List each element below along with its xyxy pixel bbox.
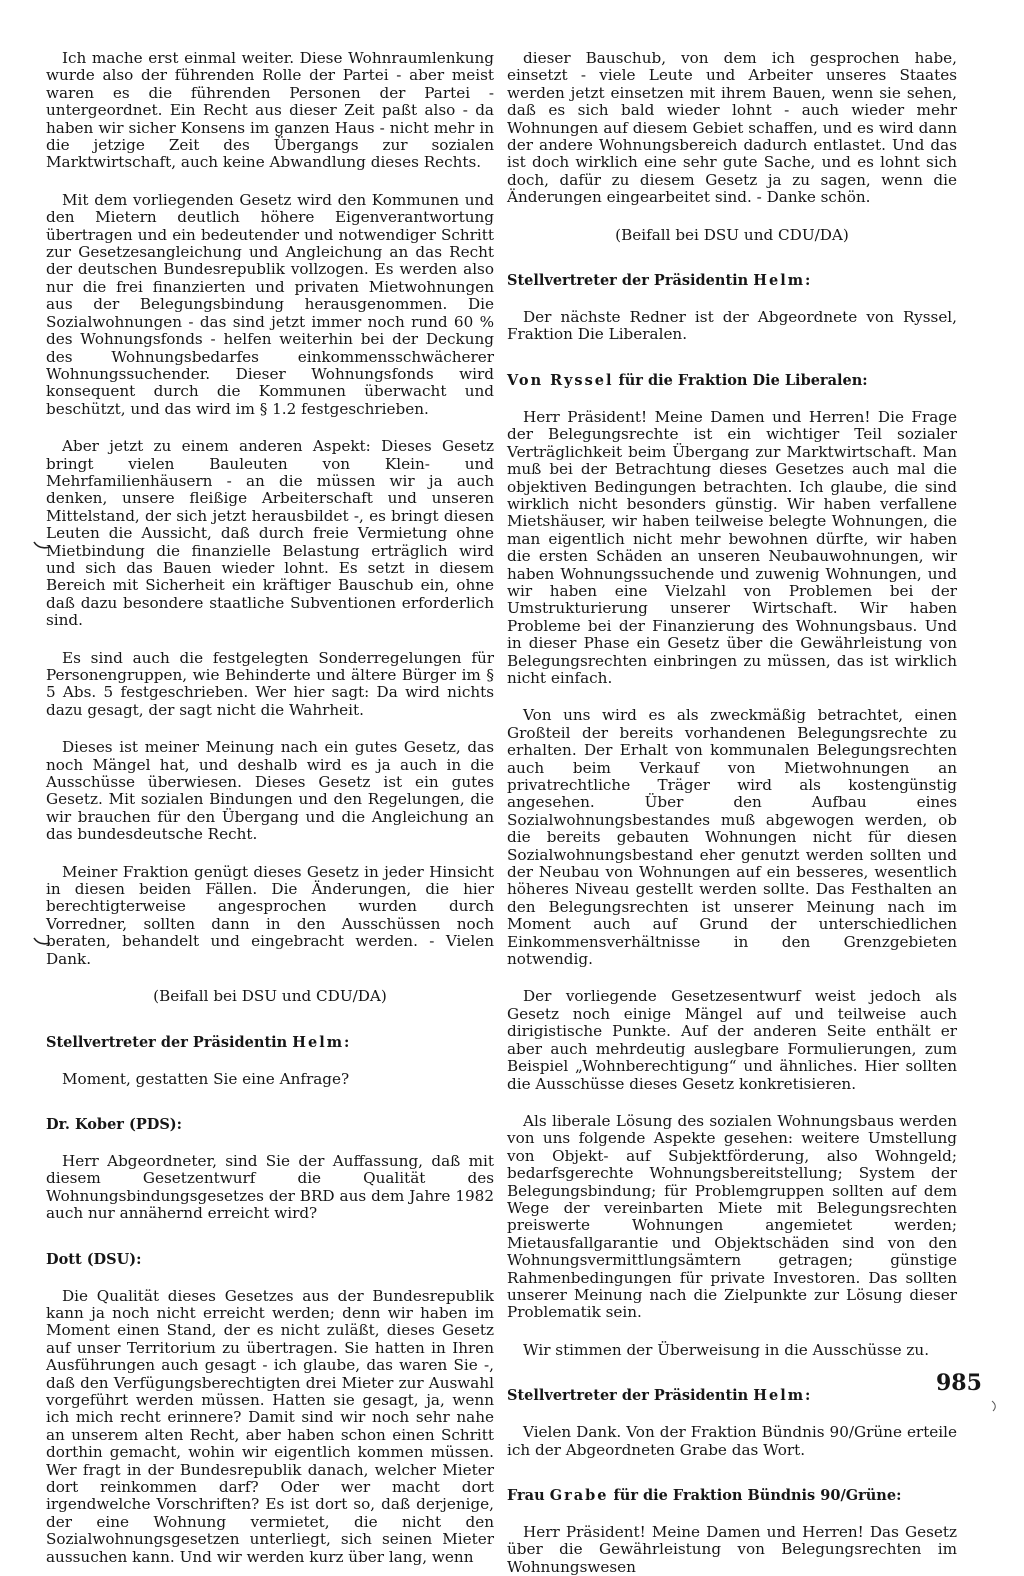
applause-note: (Beifall bei DSU und CDU/DA) (615, 225, 849, 244)
paragraph: Mit dem vorliegenden Gesetz wird den Kommunen und den Mietern deutlich höhere Eigenverantwortung übertragen und ein bedeutender und notwendiger Schritt zur Gesetzesangleichung und Angleichung an das Recht der deutschen Bundesrepublik vollzogen. Es werden also nur die frei finanzierten und privaten Mietwohnungen aus der Belegungsbindung herausgenommen. Die Sozialwohnungen - das sind jetzt immer noch rund 60 % des Wohnungsfonds - helfen weiterhin bei der Deckung des Wohnungsbedarfes einkommensschwächerer Wohnungssuchender. Dieser Wohnungsfonds wird konsequent durch die Kommunen überwacht und beschützt, und das wird im § 1.2 festgeschrieben. (46, 190, 494, 418)
paragraph: Herr Präsident! Meine Damen und Herren! Das Gesetz über die Gewährleistung von Belegungsrechten im Wohnungswesen (507, 1523, 957, 1576)
paragraph: Meiner Fraktion genügt dieses Gesetz in jeder Hinsicht in diesen beiden Fällen. Die Änderungen, die hier berechtigterweise angesprochen wurden durch Vorredner, sollten dann in den Ausschüssen noch beraten, behandelt und eingebracht werden. - Vielen Dank. (46, 862, 494, 968)
binding-hole-mark (33, 936, 51, 946)
paragraph: Vielen Dank. Von der Fraktion Bündnis 90/Grüne erteile ich der Abgeordneten Grabe das Wort. (507, 1423, 957, 1459)
binding-hole-mark (33, 540, 51, 550)
paragraph: Der vorliegende Gesetzesentwurf weist jedoch als Gesetz noch einige Mängel auf und teilweise auch dirigistische Punkte. Auf der anderen Seite enthält er aber auch mehrdeutig auslegbare Formulierungen, zum Beispiel „Wohnberechtigung“ und ähnliches. Hier sollten die Ausschüsse dieses Gesetz konkretisieren. (507, 987, 957, 1093)
paragraph: Herr Abgeordneter, sind Sie der Auffassung, daß mit diesem Gesetzentwurf die Qualität des Wohnungsbindungsgesetzes der BRD aus dem Jahre 1982 auch nur annähernd erreicht wird? (46, 1151, 494, 1223)
paragraph: Aber jetzt zu einem anderen Aspekt: Dieses Gesetz bringt vielen Bauleuten von Klein- und Mehrfamilienhäusern - an die müssen wir ja auch denken, unsere fleißige Arbeiterschaft und unseren Mittelstand, der sich jetzt herausbildet -, es bringt diesen Leuten die Aussicht, daß durch freie Vermietung ohne Mietbindung die finanzielle Belastung erträglich wird und sich das Bauen wieder lohnt. Es setzt in diesem Bereich mit Sicherheit ein kräftiger Bauschub ein, ohne daß dazu besondere staatliche Subventionen erforderlich sind. (46, 437, 494, 630)
speaker-heading (507, 272, 957, 289)
speaker-name: Helm: (292, 1033, 352, 1051)
speaker-name: Von Ryssel (507, 371, 614, 389)
paragraph: dieser Bauschub, von dem ich gesprochen habe, einsetzt - viele Leute und Arbeiter unseres Staates werden jetzt einsetzen mit ihrem Bauen, wenn sie sehen, daß es sich bald wieder lohnt - auch wieder mehr Wohnungen auf diesem Gebiet schaffen, und es wird dann der andere Wohnungsbereich dadurch entlastet. Und das ist doch wirklich eine sehr gute Sache, und es lohnt sich doch, dafür zu diesem Gesetz ja zu sagen, wenn die Änderungen eingearbeitet sind. - Danke schön. (507, 49, 957, 207)
paragraph: Der nächste Redner ist der Abgeordnete von Ryssel, Fraktion Die Liberalen. (507, 308, 957, 344)
paragraph: Ich mache erst einmal weiter. Diese Wohnraumlenkung wurde also der führenden Rolle der Partei - aber meist waren es die führenden Personen der Partei - untergeordnet. Ein Recht aus dieser Zeit paßt also - da haben wir sicher Konsens im ganzen Haus - nicht mehr in die jetzige Zeit des Übergangs zur sozialen Marktwirtschaft, auch keine Abwandlung dieses Rechts. (46, 49, 494, 172)
speaker-heading (507, 1387, 957, 1404)
paragraph: Dieses ist meiner Meinung nach ein gutes Gesetz, das noch Mängel hat, und deshalb wird es ja auch in die Ausschüsse überwiesen. Dieses Gesetz ist ein gutes Gesetz. Mit sozialen Bindungen und den Regelungen, die wir brauchen für den Übergang und die Angleichung an das bundesdeutsche Recht. (46, 738, 494, 844)
speaker-role: Stellvertreter der Präsidentin (507, 1387, 749, 1405)
paragraph: Wir stimmen der Überweisung in die Ausschüsse zu. (523, 1340, 930, 1359)
speaker-role: Stellvertreter der Präsidentin (46, 1033, 288, 1051)
corner-mark (990, 1400, 1000, 1412)
speaker-name: Helm: (753, 1387, 813, 1405)
speaker-prefix: Frau (507, 1487, 545, 1504)
paragraph: Von uns wird es als zweckmäßig betrachtet, einen Großteil der bereits vorhandenen Belegungsrechte zu erhalten. Der Erhalt von kommunalen Belegungsrechten auch beim Verkauf von Mietwohnungen an privatrechtliche Träger wird als kostengünstig angesehen. Über den Aufbau eines Sozialwohnungsbestandes muß abgewogen werden, ob die bereits gebauten Wohnungen nicht für diesen Sozialwohnungsbestand eher genutzt werden sollten und der Neubau von Wohnungen auf ein besseres, wesentlich höheres Niveau gestellt werden sollte. Das Festhalten an den Belegungsrechten ist unserer Meinung nach im Moment auch auf Grund der unterschiedlichen Einkommensverhältnisse in den Grenzgebieten notwendig. (507, 706, 957, 969)
speaker-heading (507, 1487, 957, 1504)
right-column (507, 50, 957, 1576)
applause-note: (Beifall bei DSU und CDU/DA) (153, 987, 387, 1006)
speaker-role: Stellvertreter der Präsidentin (507, 272, 749, 290)
page-number: 985 (936, 1370, 982, 1396)
speaker-heading: Dr. Kober (PDS): (46, 1115, 183, 1133)
paragraph: Als liberale Lösung des sozialen Wohnungsbaus werden von uns folgende Aspekte gesehen: weitere Umstellung von Objekt- auf Subjektförderung, also Wohngeld; bedarfsgerechte Wohnungsbereitstellung; System der Belegungsbindung; für Problemgruppen sollten auf dem Wege der vereinbarten Miete mit Belegungsrechten preiswerte Wohnungen angemietet werden; Mietausfallgarantie und Objektschäden sind von den Wohnungsvermittlungsämtern getragen; günstige Rahmenbedingungen für private Investoren. Das sollten unserer Meinung nach die Zielpunkte zur Lösung dieser Problematik sein. (507, 1111, 957, 1322)
paragraph: Es sind auch die festgelegten Sonderregelungen für Personengruppen, wie Behinderte und ältere Bürger im § 5 Abs. 5 festgeschrieben. Wer hier sagt: Da wird nichts dazu gesagt, der sagt nicht die Wahrheit. (46, 648, 494, 719)
speaker-heading (507, 372, 957, 389)
speaker-heading (46, 1034, 494, 1051)
speaker-name: Grabe (549, 1487, 609, 1504)
left-column (46, 50, 494, 1566)
speaker-role: für die Fraktion Die Liberalen: (618, 371, 868, 389)
paragraph: Moment, gestatten Sie eine Anfrage? (62, 1069, 350, 1088)
paragraph: Die Qualität dieses Gesetzes aus der Bundesrepublik kann ja noch nicht erreicht werden; denn wir haben im Moment einen Stand, der es nicht zuläßt, dieses Gesetz auf unser Territorium zu übertragen. Sie hatten in Ihren Ausführungen auch gesagt - ich glaube, das waren Sie -, daß den Verfügungsberechtigten drei Mieter zur Auswahl vorgeführt werden müssen. Hatten sie gesagt, ja, wenn ich mich recht erinnere? Damit sind wir noch sehr nahe an unserem alten Recht, aber haben schon einen Schritt dorthin gemacht, wohin wir eigentlich kommen müssen. Wer fragt in der Bundesrepublik danach, welcher Mieter dort reinkommen darf? Oder wer macht dort irgendwelche Vorschriften? Es ist dort so, daß derjenige, der eine Wohnung vermietet, die nicht den Sozialwohnungsgesetzen unterliegt, sich seinen Mieter aussuchen kann. Und wir werden kurz über lang, wenn (46, 1286, 494, 1566)
paragraph: Herr Präsident! Meine Damen und Herren! Die Frage der Belegungsrechte ist ein wichtiger Teil sozialer Verträglichkeit beim Übergang zur Marktwirtschaft. Man muß bei der Betrachtung dieses Gesetzes auch mal die objektiven Bedingungen betrachten. Ich glaube, die sind wirklich nicht besonders günstig. Wir haben verfallene Mietshäuser, wir haben teilweise belegte Wohnungen, die man eigentlich nicht mehr bewohnen dürfte, wir haben die ersten Schäden an unseren Neubauwohnungen, wir haben Wohnungssuchende und zuwenig Wohnungen, und wir haben eine Vielzahl von Problemen bei der Umstrukturierung unserer Wirtschaft. Wir haben Probleme bei der Finanzierung des Wohnungsbaus. Und in dieser Phase ein Gesetz über die Gewährleistung von Belegungsrechten einbringen zu müssen, das ist wirklich nicht einfach. (507, 407, 957, 687)
speaker-role: für die Fraktion Bündnis 90/Grüne: (613, 1487, 902, 1504)
speaker-heading: Dott (DSU): (46, 1250, 142, 1268)
speaker-name: Helm: (753, 272, 813, 290)
